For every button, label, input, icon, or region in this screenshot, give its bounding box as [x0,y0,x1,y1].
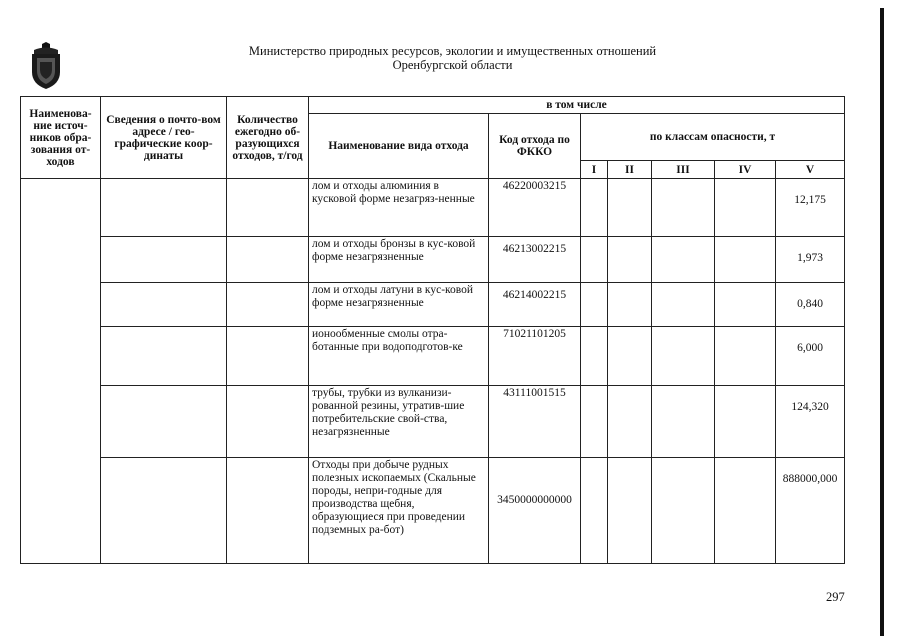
address-cell [101,458,227,564]
class-cell [715,179,776,237]
class-cell [608,179,652,237]
fkko-code-cell: 71021101205 [489,327,581,386]
waste-name-cell: лом и отходы латуни в кус-ковой форме незагрязненные [309,283,489,327]
fkko-code-cell: 46220003215 [489,179,581,237]
waste-name-cell: Отходы при добыче рудных полезных ископаемых (Скальные породы, непри-годные для производства щебня, образующиеся при проведении подземных ра-бот) [309,458,489,564]
class-v-value: 1,973 [797,252,823,264]
fkko-code-cell: 46213002215 [489,237,581,283]
class-v-cell [776,327,845,386]
waste-name-cell: лом и отходы бронзы в кус-ковой форме незагрязненные [309,237,489,283]
class-cell [581,179,608,237]
waste-name-cell: трубы, трубки из вулканизи-рованной резины, утратив-шие потребительские свой-ства, незагрязненные [309,386,489,458]
class-cell [715,458,776,564]
ministry-header [200,44,705,72]
quantity-cell [227,327,309,386]
class-v-value: 6,000 [797,342,823,354]
table-row [21,386,845,458]
class-v-cell [776,237,845,283]
page-number: 297 [826,590,845,604]
class-cell [581,283,608,327]
table-row [21,283,845,327]
header-class-V: V [776,161,845,179]
class-v-cell [776,283,845,327]
header-class-IV: IV [715,161,776,179]
address-cell [101,327,227,386]
waste-name-cell: ионообменные смолы отра-ботанные при водоподготов-ке [309,327,489,386]
quantity-cell [227,237,309,283]
header-class-II: II [608,161,652,179]
header-address: Сведения о почто-вом адресе / гео-графические коор-динаты [101,97,227,179]
class-v-cell [776,179,845,237]
header-class-III: III [652,161,715,179]
class-cell [715,237,776,283]
quantity-cell [227,179,309,237]
class-cell [652,386,715,458]
class-cell [608,327,652,386]
class-cell [652,237,715,283]
header-source-name: Наименова-ние источ-ников обра-зования от-ходов [21,97,101,179]
page-edge-line [880,8,884,636]
ministry-header-line1: Министерство природных ресурсов, экологии и имущественных отношений [248,44,657,58]
class-cell [652,283,715,327]
header-class-I: I [581,161,608,179]
header-including: в том числе [309,97,845,114]
table-row [21,327,845,386]
table-row [21,458,845,564]
fkko-code-cell: 3450000000000 [489,458,581,564]
ministry-header-line2: Оренбургской области [392,58,513,72]
class-v-value: 888000,000 [782,473,838,485]
class-cell [715,386,776,458]
class-cell [652,327,715,386]
source-name-cell [21,179,101,564]
class-cell [608,237,652,283]
class-v-value: 0,840 [797,298,823,310]
coat-of-arms-icon [28,42,64,90]
class-v-value: 124,320 [791,401,829,413]
header-quantity: Количество ежегодно об-разующихся отходов, т/год [227,97,309,179]
class-cell [581,237,608,283]
class-cell [608,386,652,458]
class-cell [581,386,608,458]
waste-name-cell: лом и отходы алюминия в кусковой форме незагряз-ненные [309,179,489,237]
address-cell [101,386,227,458]
header-hazard-classes: по классам опасности, т [581,114,845,161]
header-waste-name: Наименование вида отхода [309,114,489,179]
class-v-value: 12,175 [794,194,826,206]
class-cell [608,283,652,327]
quantity-cell [227,458,309,564]
fkko-code-cell: 46214002215 [489,283,581,327]
address-cell [101,237,227,283]
table-row [21,179,845,237]
quantity-cell [227,386,309,458]
header-fkko-code: Код отхода по ФККО [489,114,581,179]
class-cell [715,327,776,386]
table-row [21,237,845,283]
class-cell [652,179,715,237]
address-cell [101,283,227,327]
class-cell [715,283,776,327]
class-v-cell [776,386,845,458]
fkko-code-cell: 43111001515 [489,386,581,458]
waste-table [20,96,845,564]
class-cell [581,327,608,386]
class-v-cell [776,458,845,564]
class-cell [608,458,652,564]
class-cell [581,458,608,564]
quantity-cell [227,283,309,327]
class-cell [652,458,715,564]
address-cell [101,179,227,237]
